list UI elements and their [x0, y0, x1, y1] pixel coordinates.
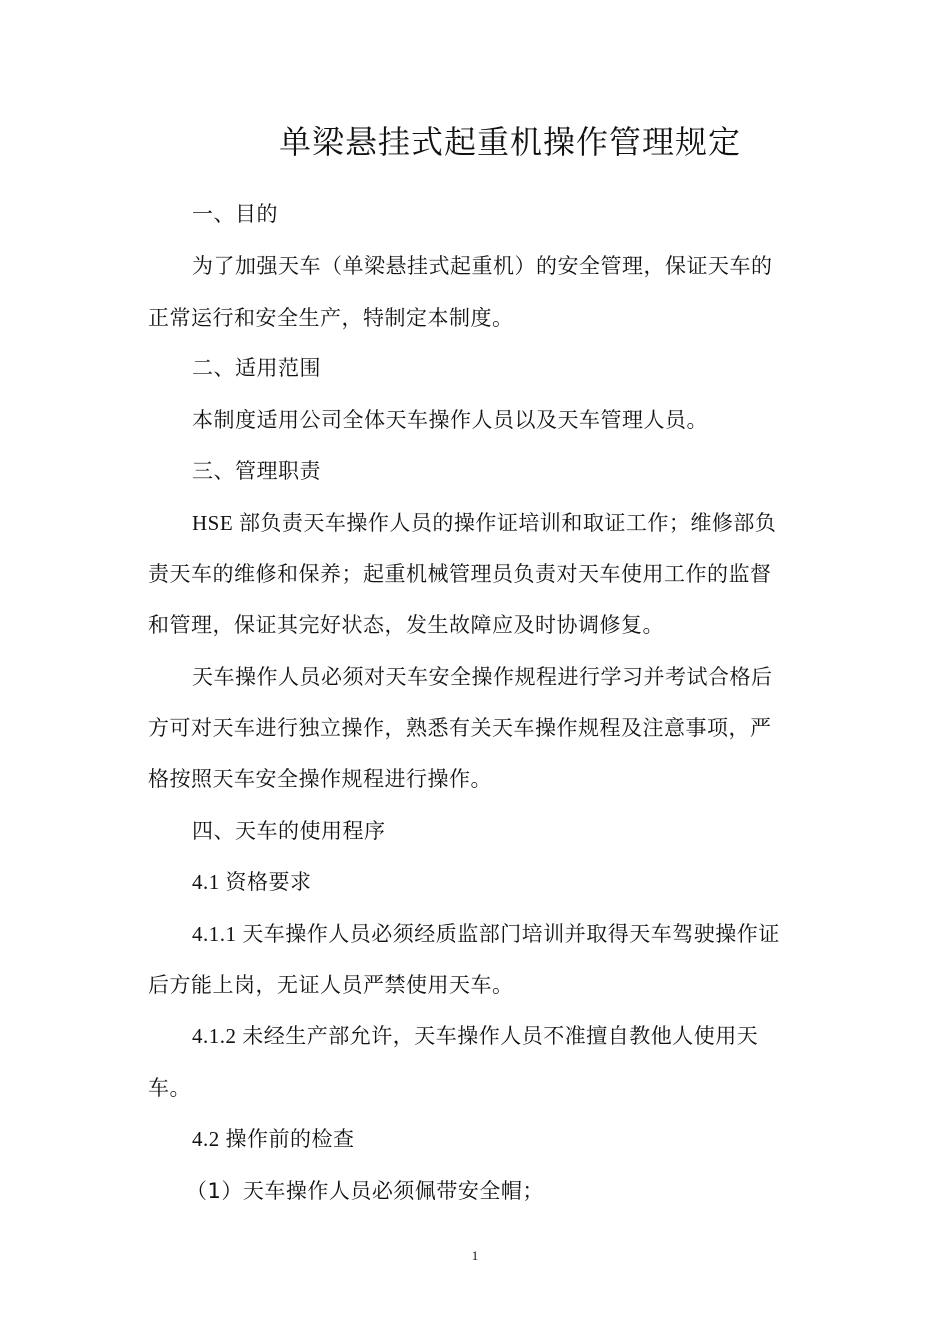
paragraph-line: 方可对天车进行独立操作，熟悉有关天车操作规程及注意事项，严: [148, 716, 772, 740]
paragraph-line-text: 未经生产部允许，天车操作人员不准擅自教他人使用天: [242, 1024, 759, 1048]
paragraph-line: 天车操作人员必须对天车安全操作规程进行学习并考试合格后: [192, 665, 773, 689]
paragraph-line: [192, 507, 776, 539]
document-title: 单梁悬挂式起重机操作管理规定: [278, 123, 741, 161]
heading-purpose: 一、目的: [192, 202, 278, 226]
subheading-text: 资格要求: [225, 870, 312, 894]
section-number: 4.2: [192, 1127, 226, 1151]
subheading-4-1: [192, 866, 312, 898]
heading-responsibilities: 三、管理职责: [192, 459, 321, 483]
heading-scope: 二、适用范围: [192, 356, 321, 380]
paragraph-line: 和管理，保证其完好状态，发生故障应及时协调修复。: [148, 613, 664, 637]
paragraph-line: 格按照天车安全操作规程进行操作。: [148, 767, 492, 791]
paragraph-line: 为了加强天车（单梁悬挂式起重机）的安全管理，保证天车的: [192, 254, 773, 278]
paragraph-line: [192, 918, 780, 950]
paragraph-line: 本制度适用公司全体天车操作人员以及天车管理人员。: [192, 408, 708, 432]
hse-prefix: HSE: [192, 511, 239, 535]
page-number: 1: [471, 1248, 479, 1263]
list-item: （1）天车操作人员必须佩带安全帽；: [186, 1179, 544, 1203]
paragraph-line: 责天车的维修和保养；起重机械管理员负责对天车使用工作的监督: [148, 562, 772, 586]
paragraph-line-text: 天车操作人员必须经质监部门培训并取得天车驾驶操作证: [242, 922, 780, 946]
section-number: 4.1.1: [192, 922, 243, 946]
paragraph-line: 后方能上岗，无证人员严禁使用天车。: [148, 973, 514, 997]
subheading-text: 操作前的检查: [225, 1127, 355, 1151]
paragraph-line-text: 部负责天车操作人员的操作证培训和取证工作；维修部负: [238, 511, 777, 535]
heading-procedure: 四、天车的使用程序: [192, 819, 386, 843]
section-number: 4.1: [192, 870, 226, 894]
section-number: 4.1.2: [192, 1024, 243, 1048]
subheading-4-2: [192, 1123, 355, 1155]
paragraph-line: 正常运行和安全生产，特制定本制度。: [148, 306, 514, 330]
paragraph-line: [192, 1020, 758, 1052]
paragraph-line: 车。: [148, 1076, 191, 1100]
